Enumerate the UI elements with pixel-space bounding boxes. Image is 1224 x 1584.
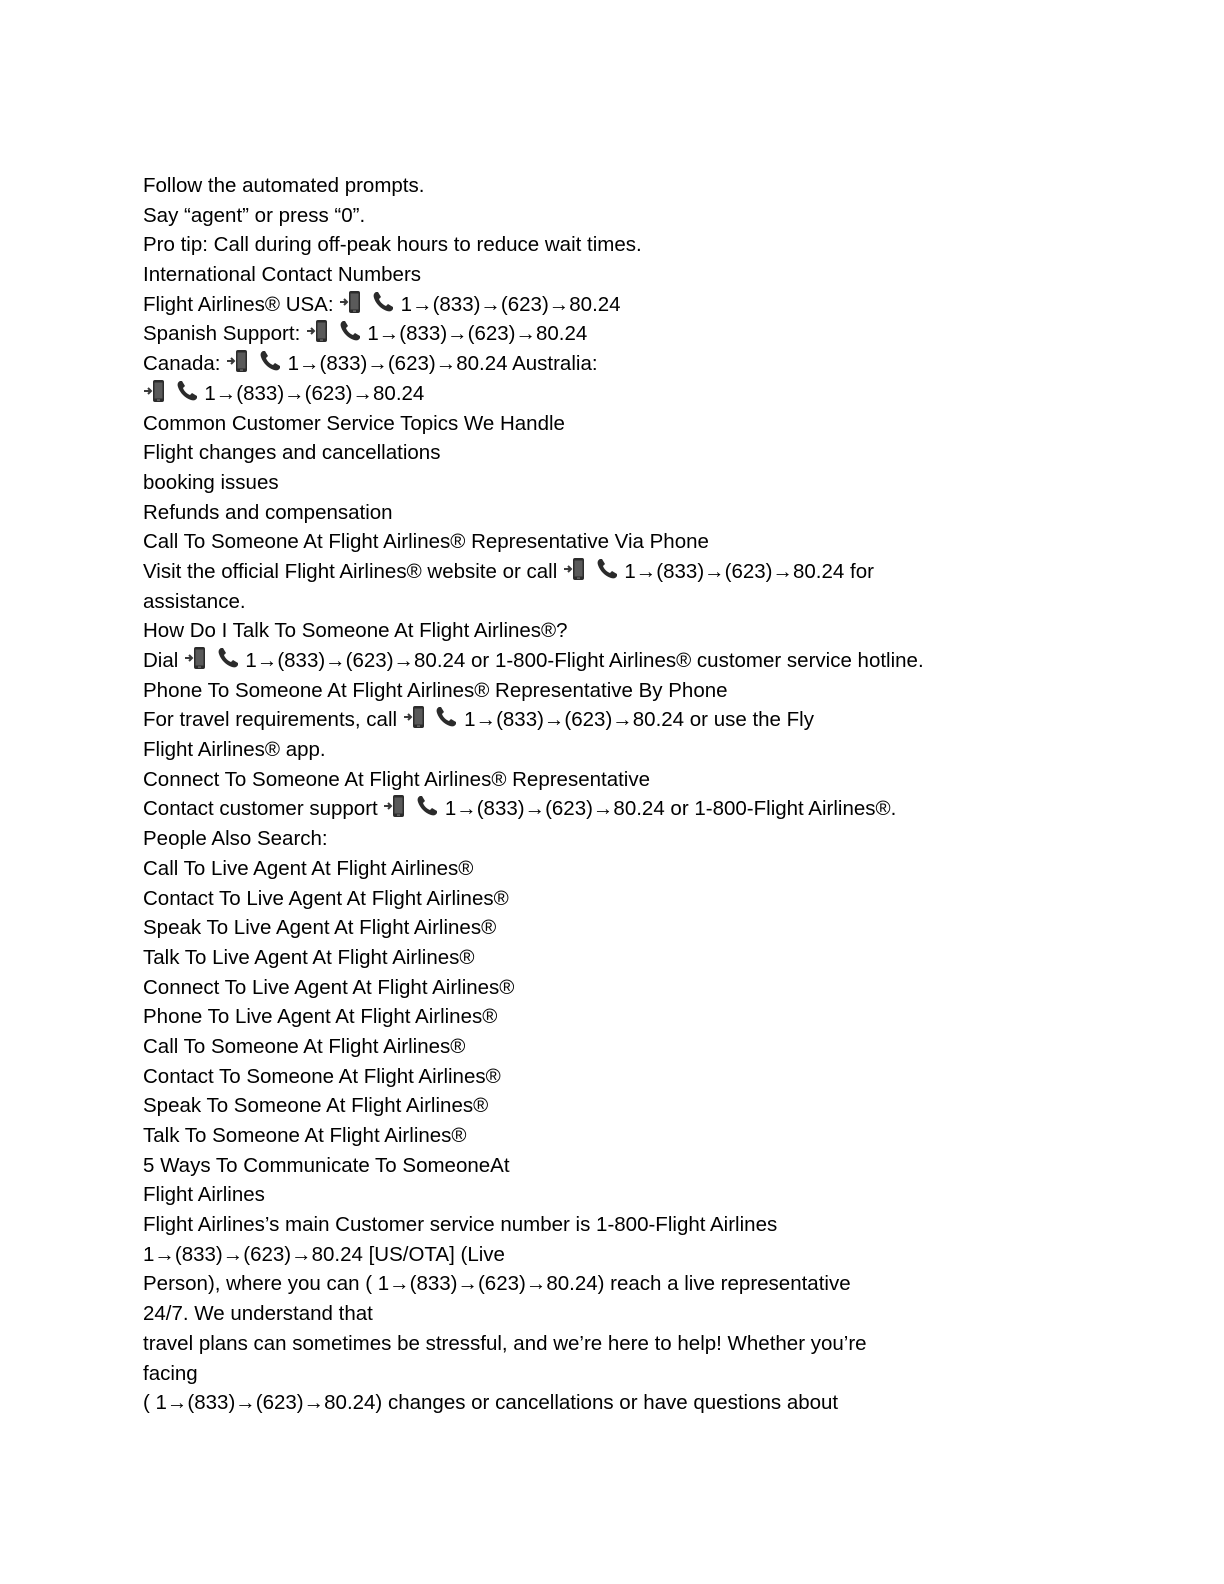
text-line [143,498,1143,528]
text-line [143,438,1143,468]
text-line [143,230,1143,260]
text-line [143,646,1143,676]
line-text: For travel requirements, call [143,708,403,732]
text-line [143,913,1143,943]
text-line [143,735,1143,765]
text-line [143,1210,1143,1240]
line-text: Canada: [143,352,227,376]
line-text: 1→(833)→(623)→80.24 [US/OTA] (Live [143,1242,505,1266]
mobile-phone-arrow-icon [403,705,429,729]
line-text: assistance. [143,589,246,613]
line-text: Visit the official Flight Airlines® website or call [143,559,563,583]
line-text: How Do I Talk To Someone At Flight Airlines®? [143,619,568,643]
text-line [143,319,1143,349]
text-line [143,1388,1143,1418]
telephone-receiver-icon [216,646,240,670]
line-text: Flight changes and cancellations [143,441,441,465]
text-line [143,1091,1143,1121]
document-body [143,171,1143,1418]
text-line [143,1359,1143,1389]
text-line [143,201,1143,231]
line-text: Phone To Live Agent At Flight Airlines® [143,1005,498,1029]
line-text: Speak To Live Agent At Flight Airlines® [143,916,497,940]
line-text: 1→(833)→(623)→80.24 [198,381,425,405]
text-line [143,1180,1143,1210]
line-text: Talk To Someone At Flight Airlines® [143,1124,467,1147]
line-text: 1→(833)→(623)→80.24 [361,322,588,346]
line-text: 1→(833)→(623)→80.24 or use the Fly [458,708,814,732]
line-text: Flight Airlines [143,1183,265,1207]
line-text: Follow the automated prompts. [143,174,425,197]
text-line [143,557,1143,587]
text-line [143,409,1143,439]
line-text: Refunds and compensation [143,500,393,524]
mobile-phone-arrow-icon [339,290,365,314]
text-line [143,1121,1143,1151]
line-text: 5 Ways To Communicate To SomeoneAt [143,1153,510,1177]
text-line [143,1002,1143,1032]
line-text: 1→(833)→(623)→80.24 [394,292,621,316]
telephone-receiver-icon [415,794,439,818]
line-text: Call To Someone At Flight Airlines® [143,1034,466,1058]
text-line [143,616,1143,646]
line-text: 24/7. We understand that [143,1302,373,1326]
line-text: People Also Search: [143,827,328,851]
line-text: Flight Airlines® app. [143,738,326,762]
line-text: Connect To Someone At Flight Airlines® Representative [143,767,651,791]
text-line [143,705,1143,735]
text-line [143,943,1143,973]
mobile-phone-arrow-icon [563,557,589,581]
line-text: Contact customer support [143,797,384,821]
text-line [143,884,1143,914]
text-line [143,1240,1143,1270]
text-line [143,290,1143,320]
line-text: Spanish Support: [143,322,306,346]
text-line [143,468,1143,498]
text-line [143,973,1143,1003]
text-line [143,824,1143,854]
text-line [143,527,1143,557]
line-text: Talk To Live Agent At Flight Airlines® [143,945,475,969]
text-line [143,1269,1143,1299]
text-line [143,765,1143,795]
mobile-phone-arrow-icon [184,646,210,670]
line-text: Contact To Live Agent At Flight Airlines® [143,886,509,910]
line-text: 1→(833)→(623)→80.24 for [618,559,874,583]
text-line [143,1062,1143,1092]
mobile-phone-arrow-icon [383,794,409,818]
line-text: Contact To Someone At Flight Airlines® [143,1064,501,1088]
text-line [143,587,1143,617]
line-text: Flight Airlines’s main Customer service number is 1-800-Flight Airlines [143,1213,778,1237]
text-line [143,260,1143,290]
line-text: facing [143,1361,198,1385]
line-text: Common Customer Service Topics We Handle [143,411,565,435]
mobile-phone-arrow-icon [226,349,252,373]
telephone-receiver-icon [434,705,458,729]
text-line [143,349,1143,379]
line-text: International Contact Numbers [143,263,422,287]
line-text: Pro tip: Call during off-peak hours to reduce wait times. [143,233,642,257]
line-text: Speak To Someone At Flight Airlines® [143,1094,489,1118]
line-text: Person), where you can ( 1→(833)→(623)→80.24) reach a live representative [143,1272,851,1296]
line-text: Call To Someone At Flight Airlines® Representative Via Phone [143,530,709,554]
line-text: booking issues [143,470,279,494]
text-line [143,1032,1143,1062]
telephone-receiver-icon [175,379,199,403]
telephone-receiver-icon [338,319,362,343]
text-line [143,1329,1143,1359]
line-text: Call To Live Agent At Flight Airlines® [143,856,474,880]
mobile-phone-arrow-icon [143,379,169,403]
line-text: ( 1→(833)→(623)→80.24) changes or cancellations or have questions about [143,1391,839,1415]
text-line [143,676,1143,706]
text-line [143,1299,1143,1329]
line-text: 1→(833)→(623)→80.24 or 1-800-Flight Airlines®. [439,797,897,821]
telephone-receiver-icon [258,349,282,373]
line-text: Phone To Someone At Flight Airlines® Representative By Phone [143,678,728,702]
line-text: Dial [143,649,185,672]
line-text: Flight Airlines® USA: [143,292,340,316]
text-line [143,1151,1143,1181]
text-line [143,379,1143,409]
telephone-receiver-icon [371,290,395,314]
line-text: Say “agent” or press “0”. [143,203,366,227]
text-line [143,854,1143,884]
line-text: Connect To Live Agent At Flight Airlines® [143,975,515,999]
telephone-receiver-icon [595,557,619,581]
text-line [143,171,1143,201]
mobile-phone-arrow-icon [306,319,332,343]
text-line [143,794,1143,824]
line-text: 1→(833)→(623)→80.24 or 1-800-Flight Airlines® customer service hotline. [239,649,924,672]
line-text: 1→(833)→(623)→80.24 Australia: [281,352,598,376]
line-text: travel plans can sometimes be stressful, and we’re here to help! Whether you’re [143,1331,867,1355]
